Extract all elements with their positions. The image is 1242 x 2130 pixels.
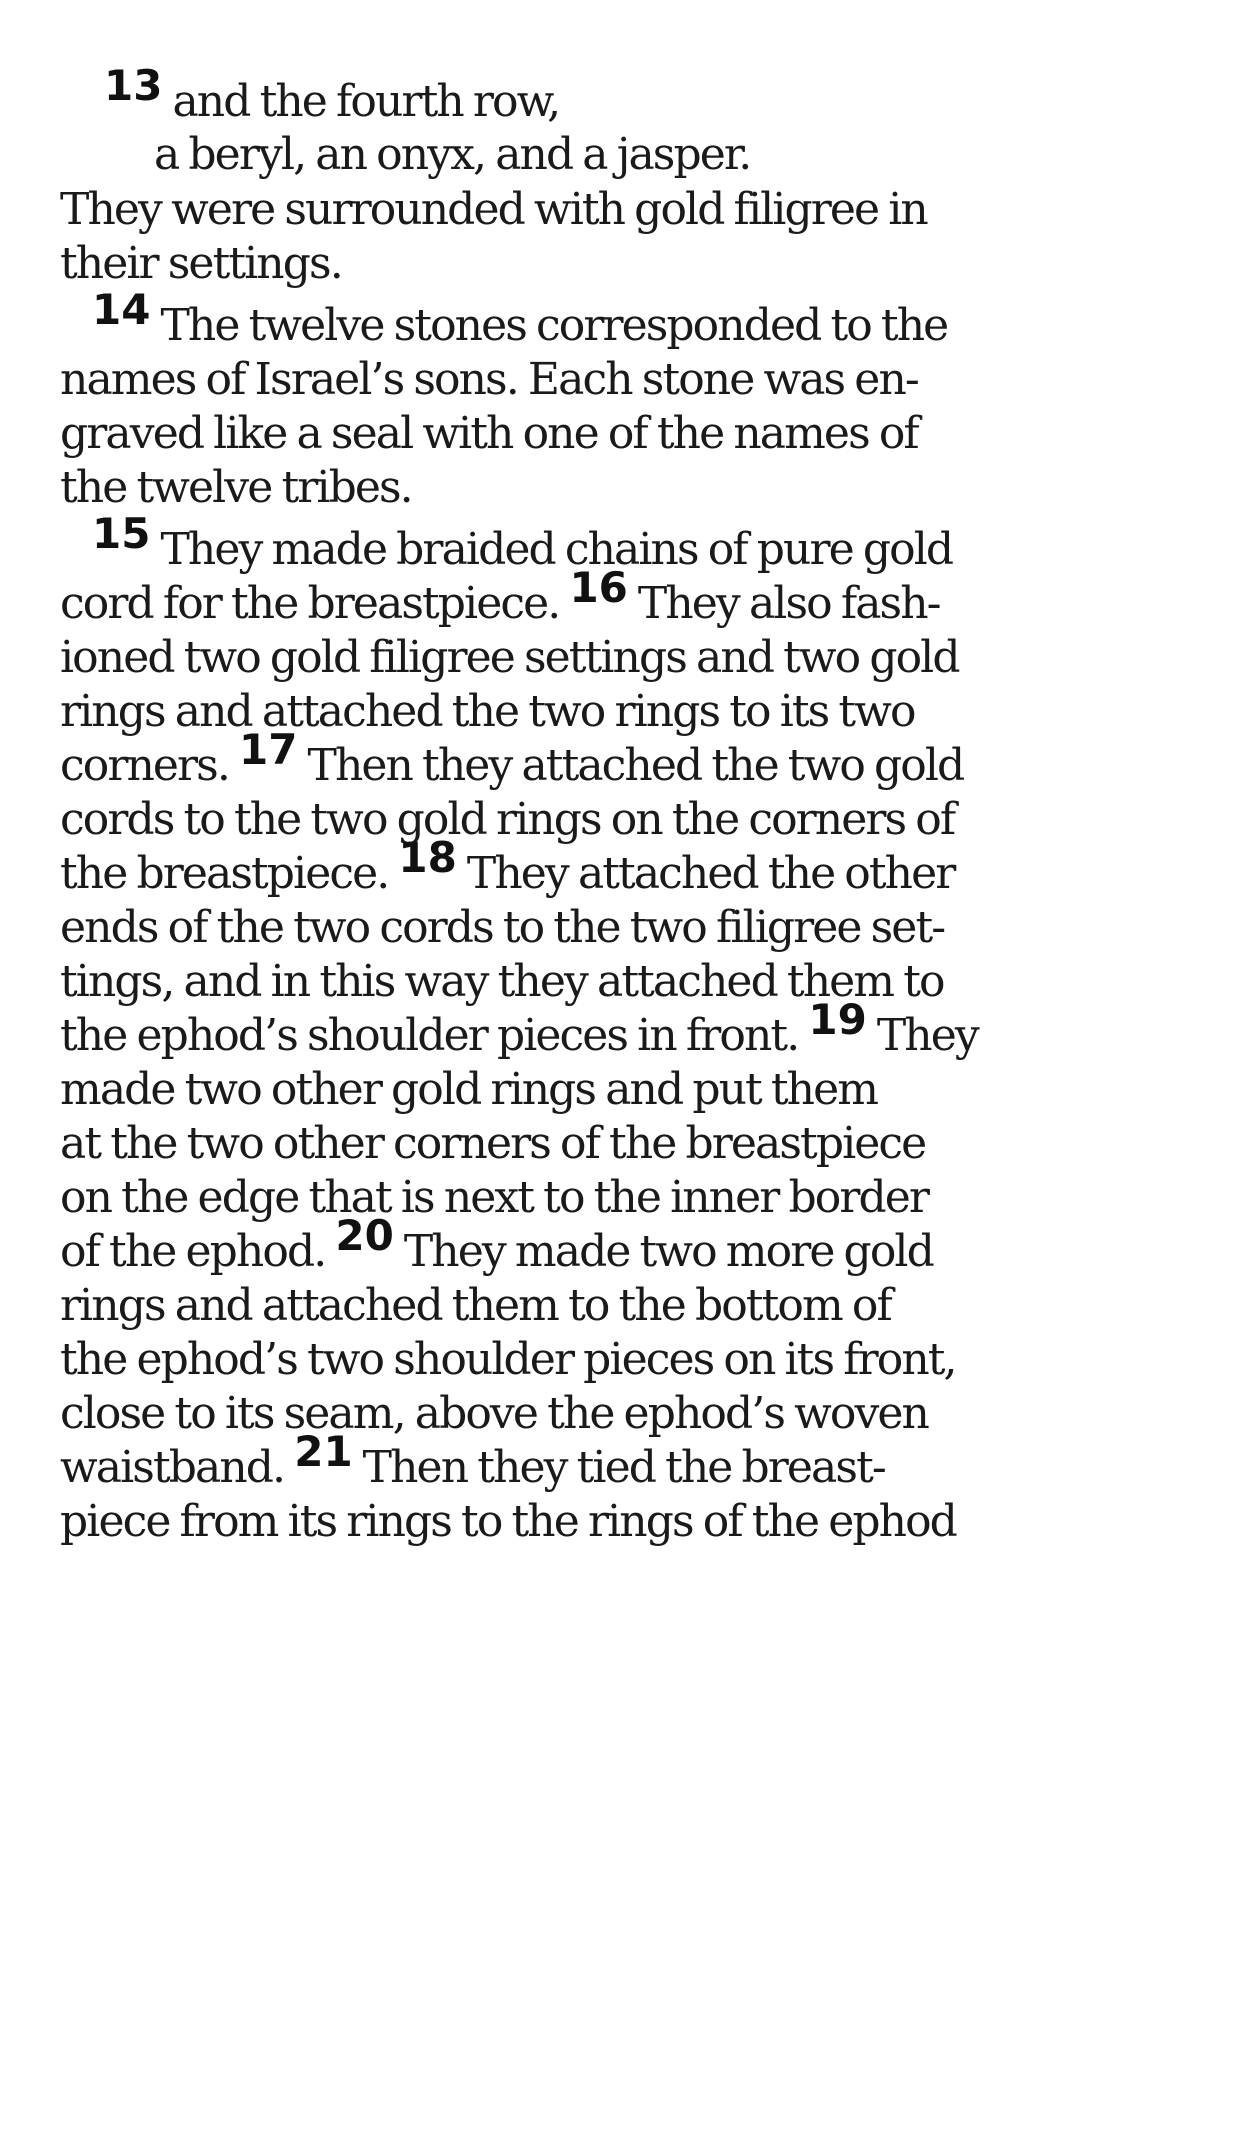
verse-text: waistband.: [60, 1442, 285, 1493]
verse-number[interactable]: 21: [294, 1427, 353, 1476]
verse-number[interactable]: 16: [569, 563, 628, 612]
verse-text: close to its seam, above the ephod’s woven: [60, 1388, 928, 1439]
text-line: [92, 285, 948, 356]
text-line: [60, 1427, 885, 1498]
text-line: [104, 61, 560, 132]
text-line: [92, 509, 953, 580]
text-line: [60, 1276, 891, 1336]
text-line: [60, 1492, 956, 1552]
text-line: [60, 898, 944, 958]
text-line: [60, 180, 927, 240]
verse-text: cord for the breastpiece.: [60, 578, 560, 629]
text-line: [60, 350, 918, 410]
verse-text: and the fourth row,: [172, 76, 560, 127]
verse-text: They made two more gold: [403, 1226, 933, 1277]
verse-text: of the ephod.: [60, 1226, 326, 1277]
verse-text: rings and attached them to the bottom of: [60, 1280, 891, 1331]
text-line: [60, 725, 964, 796]
verse-text: cords to the two gold rings on the corners of: [60, 794, 955, 845]
verse-text: names of Israel’s sons. Each stone was en-: [60, 354, 918, 405]
verse-text: at the two other corners of the breastpiece: [60, 1118, 926, 1169]
verse-number[interactable]: 20: [335, 1211, 394, 1260]
verse-text: the breastpiece.: [60, 848, 389, 899]
verse-text: a beryl, an onyx, and a jasper.: [154, 129, 751, 180]
verse-text: ioned two gold filigree settings and two gold: [60, 632, 959, 683]
verse-number[interactable]: 18: [398, 833, 457, 882]
verse-number[interactable]: 19: [808, 995, 867, 1044]
text-line: [60, 1330, 956, 1390]
verse-text: Then they attached the two gold: [307, 740, 964, 791]
verse-number[interactable]: 17: [239, 725, 298, 774]
text-line: [60, 1060, 877, 1120]
text-line: [60, 1168, 928, 1228]
scripture-reader: [60, 0, 1190, 2130]
verse-text: ends of the two cords to the two filigree set-: [60, 902, 945, 953]
verse-text: They: [876, 1010, 978, 1061]
text-line: [60, 1114, 925, 1174]
verse-text: tings, and in this way they attached them to: [60, 956, 944, 1007]
text-line: [60, 790, 954, 850]
text-line: [60, 404, 918, 464]
text-line: [60, 1211, 933, 1282]
verse-text: They also fash-: [637, 578, 940, 629]
text-line: [60, 833, 955, 904]
verse-text: on the edge that is next to the inner border: [60, 1172, 929, 1223]
text-line: [60, 995, 978, 1066]
verse-number[interactable]: 15: [92, 509, 151, 558]
verse-number[interactable]: 13: [104, 61, 163, 110]
verse-text: They were surrounded with gold filigree in: [60, 184, 927, 235]
verse-text: rings and attached the two rings to its two: [60, 686, 915, 737]
verse-text: the twelve tribes.: [60, 462, 412, 513]
text-line: [60, 682, 915, 742]
text-line: [154, 125, 750, 185]
verse-text: the ephod’s two shoulder pieces on its front,: [60, 1334, 956, 1385]
text-line: [60, 628, 959, 688]
verse-text: their settings.: [60, 238, 342, 289]
verse-number[interactable]: 14: [92, 285, 151, 334]
text-line: [60, 1384, 928, 1444]
verse-text: Then they tied the breast-: [362, 1442, 885, 1493]
verse-text: made two other gold rings and put them: [60, 1064, 878, 1115]
verse-text: piece from its rings to the rings of the ephod: [60, 1496, 956, 1547]
verse-text: They made braided chains of pure gold: [160, 524, 953, 575]
verse-text: graved like a seal with one of the names of: [60, 408, 918, 459]
verse-text: the ephod’s shoulder pieces in front.: [60, 1010, 799, 1061]
verse-text: corners.: [60, 740, 229, 791]
text-line: [60, 563, 940, 634]
verse-text: The twelve stones corresponded to the: [160, 300, 948, 351]
verse-text: They attached the other: [466, 848, 955, 899]
